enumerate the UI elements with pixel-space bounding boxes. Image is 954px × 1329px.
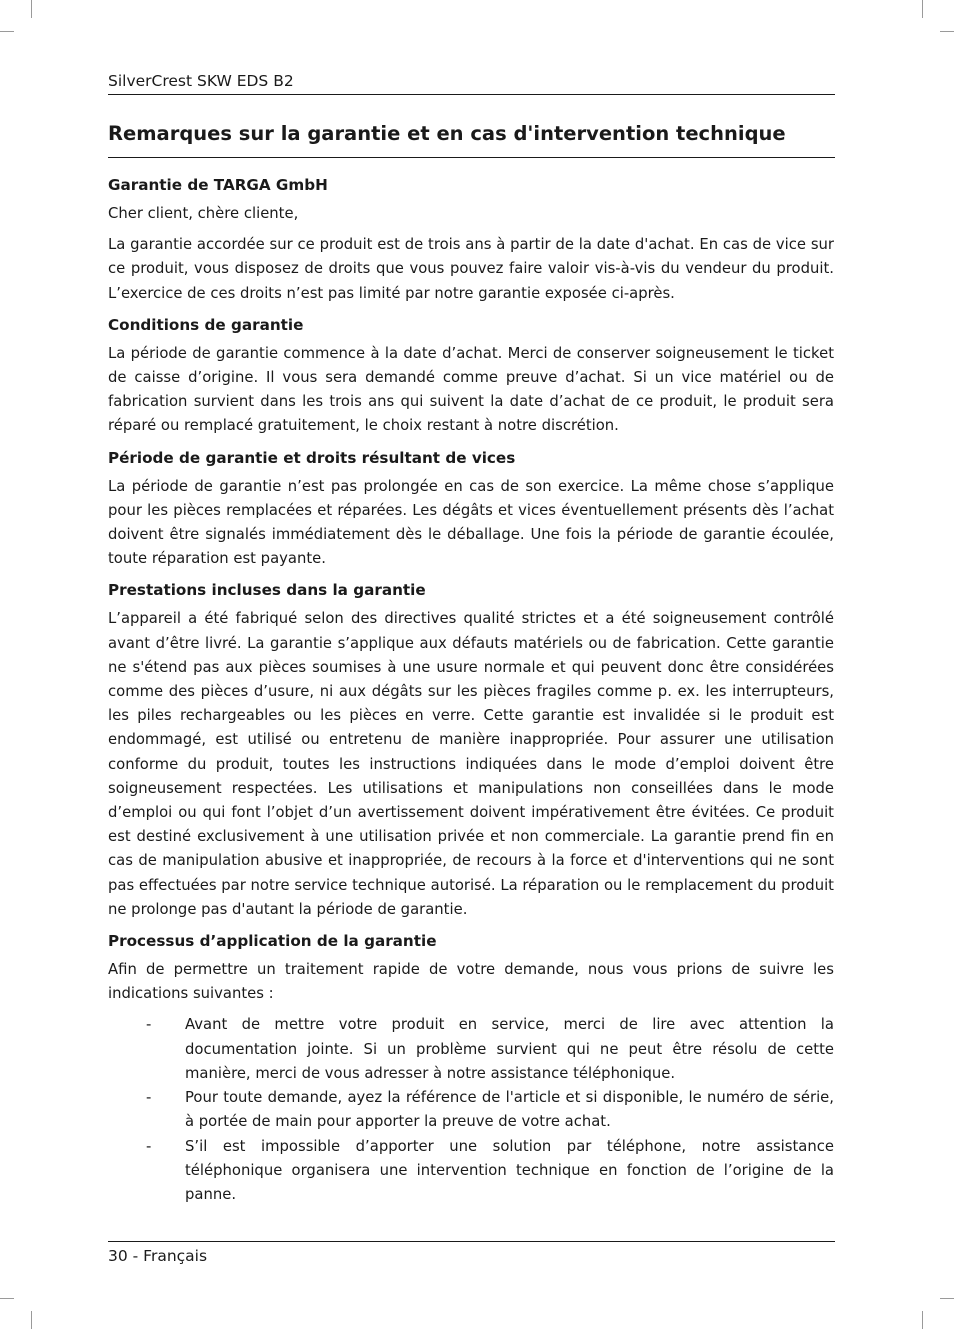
list-item-text: S’il est impossible d’apporter une solution par téléphone, notre assistance téléphonique organisera une intervention technique en fonction de l’origine de la panne. (185, 1137, 834, 1203)
page-number: 30 - Français (108, 1247, 208, 1265)
section-heading: Garantie de TARGA GmbH (108, 176, 328, 194)
section-conditions (108, 313, 834, 439)
section-processus (108, 929, 834, 1207)
crop-mark-bottom-left (31, 1311, 32, 1329)
paragraph: La période de garantie commence à la date d’achat. Merci de conserver soigneusement le ticket de caisse d’origine. Il vous sera demandé comme preuve d’achat. Si un vice matériel ou de fabrication survient dans les trois ans qui suivent la date d’achat de ce produit, le produit sera réparé ou remplacé gratuitement, le choix restant à notre discrétion. (108, 344, 834, 435)
section-heading: Processus d’application de la garantie (108, 932, 437, 951)
page-title: Remarques sur la garantie et en cas d'intervention technique (108, 119, 835, 158)
section-periode (108, 446, 834, 572)
paragraph: Cher client, chère cliente, (108, 205, 299, 222)
dash-bullet: - (146, 1089, 152, 1107)
list-item-text: Avant de mettre votre produit en service, merci de lire avec attention la documentation jointe. Si un problème survient qui ne peut être résolu de cette manière, merci de vous adresser à notre assistance téléphonique. (185, 1016, 834, 1082)
section-heading: Prestations incluses dans la garantie (108, 581, 426, 600)
section-heading: Période de garantie et droits résultant de vices (108, 448, 516, 467)
crop-mark-right-bottom (940, 1298, 954, 1299)
running-header (108, 70, 835, 95)
instructions-list (108, 1013, 834, 1207)
crop-mark-top-left (31, 0, 32, 18)
dash-bullet: - (146, 1137, 152, 1155)
section-prestations (108, 578, 834, 922)
paragraph: L’appareil a été fabriqué selon des directives qualité strictes et a été soigneusement contrôlé avant d’être livré. La garantie s’applique aux défauts matériels ou de fabrication. Cette garantie ne s'étend pas aux pièces soumises à une usure normale et qui peuvent donc être considérées comme des pièces d’usure, ni aux dégâts sur les pièces fragiles comme p. ex. les interrupteurs, les piles rechargeables ou les pièces en verre. Cette garantie est invalidée si le produit est endommagé, est utilisé ou entretenu de manière inappropriée. Pour assurer une utilisation conforme du produit, toutes les instructions indiquées dans le mode d’emploi doivent être soigneusement respectées. Les utilisations et manipulations non conseillées dans le mode d’emploi ou qui font l’objet d’un avertissement doivent impérativement être évitées. Ce produit est destiné exclusivement à une utilisation privée et non commerciale. La garantie prend fin en cas de manipulation abusive et inappropriée, de recours à la force et d'interventions qui ne sont pas effectuées par notre service technique autorisé. La réparation ou le remplacement du produit ne prolonge pas d'autant la période de garantie. (108, 610, 834, 918)
paragraph: Afin de permettre un traitement rapide de votre demande, nous vous prions de suivre les indications suivantes : (108, 961, 834, 1003)
section-garantie-targa (108, 173, 834, 306)
paragraph: La garantie accordée sur ce produit est de trois ans à partir de la date d'achat. En cas de vice sur ce produit, vous disposez de droits que vous pouvez faire valoir vis-à-vis du vendeur du produit. L’exercice de ces droits n’est pas limité par notre garantie exposée ci-après. (108, 236, 834, 302)
dash-bullet: - (146, 1016, 152, 1034)
paragraph: La période de garantie n’est pas prolongée en cas de son exercice. La même chose s’applique pour les pièces remplacées et réparées. Les dégâts et vices éventuellement présents dès l’achat doivent être signalés immédiatement dès le déballage. Une fois la période de garantie écoulée, toute réparation est payante. (108, 477, 834, 568)
page-content (108, 173, 834, 1207)
list-item (108, 1135, 834, 1208)
running-footer (108, 1241, 835, 1267)
crop-mark-left-bottom (0, 1298, 14, 1299)
section-heading: Conditions de garantie (108, 315, 304, 334)
crop-mark-bottom-right (922, 1311, 923, 1329)
crop-mark-top-right (922, 0, 923, 18)
list-item-text: Pour toute demande, ayez la référence de l'article et si disponible, le numéro de série, à portée de main pour apporter la preuve de votre achat. (185, 1089, 834, 1131)
list-item (108, 1086, 834, 1134)
product-name: SilverCrest SKW EDS B2 (108, 72, 294, 90)
crop-mark-right-top (940, 31, 954, 32)
list-item (108, 1013, 834, 1086)
crop-mark-left-top (0, 31, 14, 32)
